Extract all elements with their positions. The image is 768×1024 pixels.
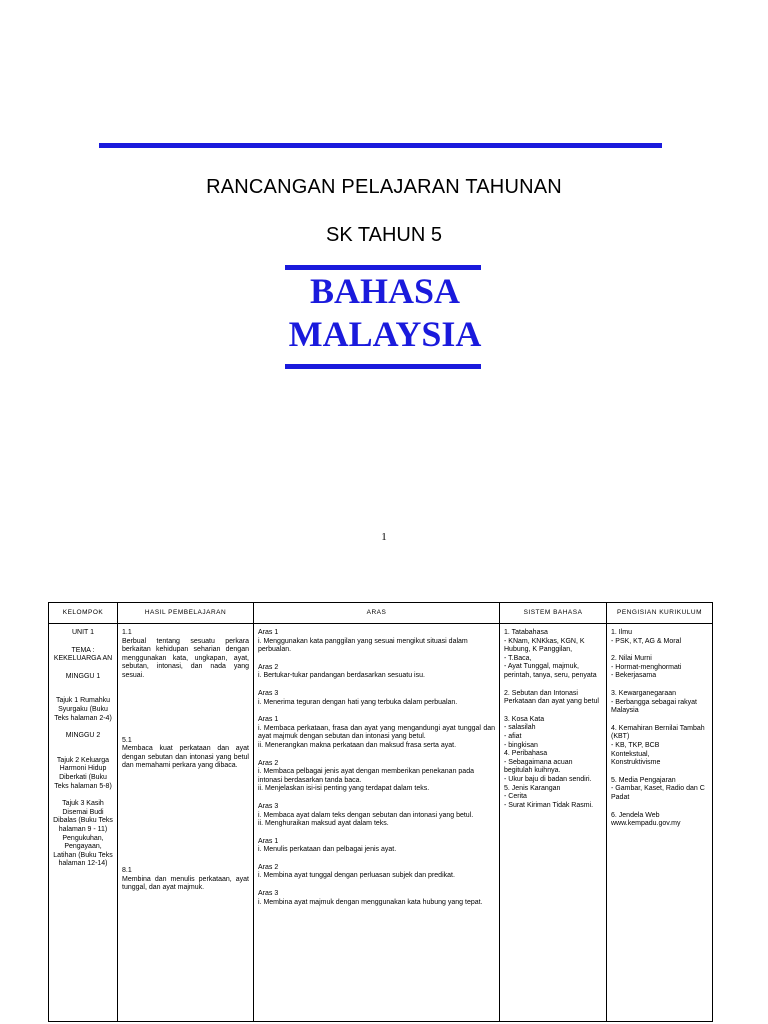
hasil-1-code: 1.1 [122,629,132,636]
sistem-5-item-2: - Surat Kiriman Tidak Rasmi. [504,801,594,809]
sistem-1-item-2: - T.Baca, [504,654,532,662]
aras-cell [254,624,500,1022]
header-kelompok: KELOMPOK [49,603,118,624]
header-sistem: SISTEM BAHASA [500,603,607,624]
tajuk-1-label: Tajuk 1 Rumahku Syurgaku (Buku Teks halaman 2-4) [54,697,112,722]
hasil-1-text: Berbual tentang sesuatu perkara berkaitan kehidupan seharian dengan menggunakan kata, ungkapan, ayat, sebutan, intonasi, dan nada yang sesuai. [122,637,249,679]
header-aras: ARAS [254,603,500,624]
pengisian-1-item: - PSK, KT, AG & Moral [611,637,682,645]
hasil-3-code: 8.1 [122,866,132,874]
aras-c1-title: Aras 1 [258,837,279,845]
aras-b1-text-2: ii. Menerangkan makna perkataan dan maksud frasa serta ayat. [258,741,457,749]
pengisian-5-item: - Gambar, Kaset, Radio dan C Padat [611,785,705,801]
aras-a1-title: Aras 1 [258,629,279,636]
subject-title [285,270,485,356]
hasil-3-text: Membina dan menulis perkataan, ayat tunggal, dan ayat majmuk. [122,875,249,892]
aras-a3-title: Aras 3 [258,689,279,697]
sistem-5-item-1: - Cerita [504,793,527,801]
pengisian-4-item-3: Konstruktivisme [611,759,661,767]
top-divider [99,143,662,148]
sistem-5-title: 5. Jenis Karangan [504,784,561,792]
sistem-1-item-3: - Ayat Tunggal, majmuk, perintah, tanya, seru, penyata [504,663,597,679]
lesson-plan-table [48,602,713,1022]
tajuk-3-label: Tajuk 3 Kasih Disemai Budi Dibalas (Buku Teks halaman 9 - 11) Pengukuhan, Pengayaan, Latihan (Buku Teks halaman 12-14) [53,800,113,868]
sistem-1-title: 1. Tatabahasa [504,629,548,636]
pengisian-3-item: - Berbangga sebagai rakyat Malaysia [611,698,697,715]
sistem-cell [500,624,607,1022]
aras-c3-title: Aras 3 [258,890,279,898]
pengisian-cell [607,624,713,1022]
header-hasil: HASIL PEMBELAJARAN [118,603,254,624]
pengisian-1-title: 1. Ilmu [611,629,633,636]
sistem-4-item-1: - Sebagaimana acuan begitulah kuihnya. [504,758,573,775]
document-title: RANCANGAN PELAJARAN TAHUNAN [206,176,562,198]
sistem-4-title: 4. Peribahasa [504,750,548,758]
kelompok-cell [49,624,118,1022]
aras-b1-title: Aras 1 [258,716,279,724]
class-title: SK TAHUN 5 [326,224,442,246]
aras-b3-text-2: ii. Menghuraikan maksud ayat dalam teks. [258,820,389,828]
sistem-3-title: 3. Kosa Kata [504,715,545,723]
sistem-2: 2. Sebutan dan Intonasi Perkataan dan ayat yang betul [504,689,599,706]
pengisian-4-title: 4. Kemahiran Bernilai Tambah (KBT) [611,724,705,741]
aras-b2-text-2: ii. Menjelaskan isi-isi penting yang terdapat dalam teks. [258,785,430,793]
page-number: 1 [381,531,387,543]
web-link[interactable]: www.kempadu.gov.my [611,820,681,828]
sistem-4-item-2: - Ukur baju di badan sendiri. [504,775,592,783]
tema-label: TEMA : KEKELUARGA AN [53,646,113,663]
pengisian-4-item-1: - KB, TKP, BCB [611,741,660,749]
aras-a2-title: Aras 2 [258,663,279,671]
aras-a1-text: i. Menggunakan kata panggilan yang sesuai mengikut situasi dalam perbualan. [258,637,468,654]
table-row [49,624,713,1022]
aras-b1-text-1: i. Membaca perkataan, frasa dan ayat yang mengandungi ayat tunggal dan ayat majmuk dengan sebutan dan intonasi yang betul. [258,724,495,741]
pengisian-5-title: 5. Media Pengajaran [611,776,676,784]
subject-divider-bottom [285,364,481,369]
sistem-3-item-1: - salasilah [504,724,536,732]
aras-c2-text: i. Membina ayat tunggal dengan perluasan subjek dan predikat. [258,872,455,880]
sistem-3-item-3: - bingkisan [504,741,538,749]
header-pengisian: PENGISIAN KURIKULUM [607,603,713,624]
aras-a2-text: i. Bertukar-tukar pandangan berdasarkan sesuatu isu. [258,672,425,680]
aras-b2-title: Aras 2 [258,759,279,767]
aras-c2-title: Aras 2 [258,863,279,871]
hasil-2-text: Membaca kuat perkataan dan ayat dengan sebutan dan intonasi yang betul dan memahami perkara yang dibaca. [122,745,249,770]
pengisian-3-title: 3. Kewarganegaraan [611,689,676,697]
aras-b3-title: Aras 3 [258,802,279,810]
hasil-2-code: 5.1 [122,736,132,744]
pengisian-4-item-2: Kontekstual, [611,750,650,758]
sistem-1-items: - KNam, KNKkas, KGN, K Hubung, K Panggilan, [504,637,585,654]
table-header-row [49,603,713,624]
subject-line-2: MALAYSIA [288,314,482,354]
aras-c3-text: i. Membina ayat majmuk dengan menggunakan kata hubung yang tepat. [258,898,483,906]
pengisian-2-item-2: - Bekerjasama [611,672,657,680]
minggu-1-label: MINGGU 1 [65,672,101,680]
hasil-cell [118,624,254,1022]
tajuk-2-label: Tajuk 2 Keluarga Harmoni Hidup Diberkati (Buku Teks halaman 5-8) [54,756,112,790]
aras-a3-text: i. Menerima teguran dengan hati yang terbuka dalam perbualan. [258,698,458,706]
pengisian-6-title: 6. Jendela Web [611,811,660,819]
minggu-2-label: MINGGU 2 [65,732,101,740]
aras-b2-text-1: i. Membaca pelbagai jenis ayat dengan memberikan penekanan pada intonasi berdasarkan tanda baca. [258,768,474,784]
pengisian-2-item-1: - Hormat-menghormati [611,663,682,671]
aras-c1-text: i. Menulis perkataan dan pelbagai jenis ayat. [258,846,397,854]
pengisian-2-title: 2. Nilai Murni [611,655,652,663]
aras-b3-text-1: i. Membaca ayat dalam teks dengan sebutan dan intonasi yang betul. [258,811,474,819]
unit-label: UNIT 1 [71,629,95,636]
subject-line-1: BAHASA [309,271,461,311]
sistem-3-item-2: - afiat [504,732,522,740]
